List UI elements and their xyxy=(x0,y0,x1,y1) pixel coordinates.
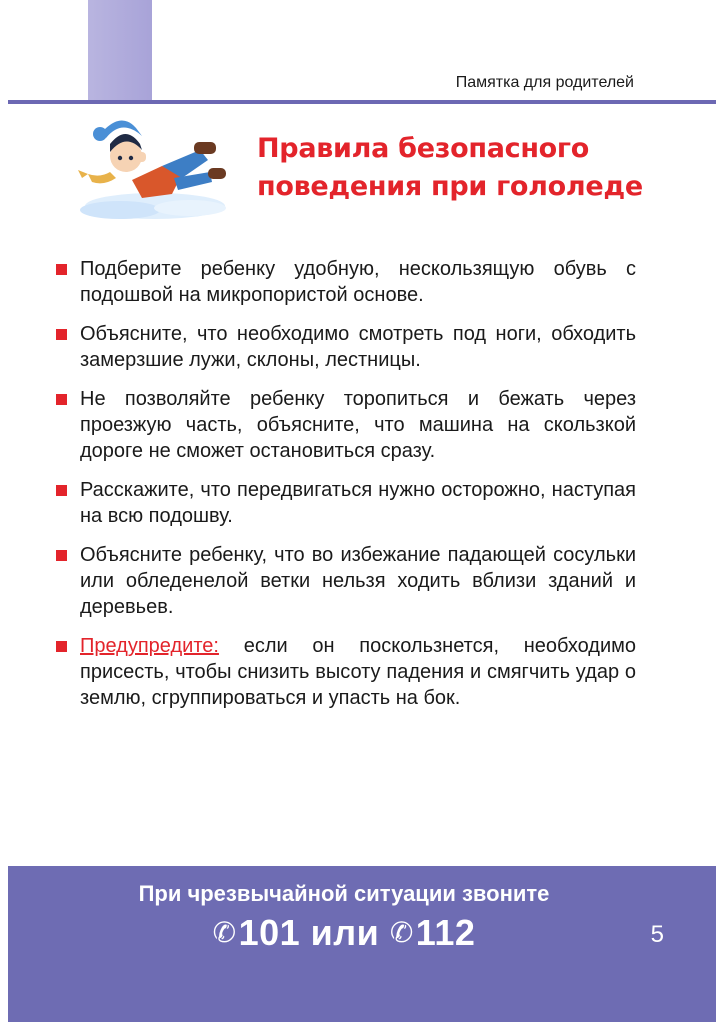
bullet-icon xyxy=(56,641,67,652)
list-item xyxy=(56,321,636,373)
list-item xyxy=(56,542,636,620)
decorative-strip xyxy=(88,0,152,104)
sliding-child-illustration xyxy=(70,108,240,228)
bullet-icon xyxy=(56,485,67,496)
bullet-icon xyxy=(56,394,67,405)
list-item xyxy=(56,256,636,308)
safety-rules-list xyxy=(56,256,636,724)
emergency-phones xyxy=(8,912,680,954)
phone-number-2: 112 xyxy=(415,912,476,953)
list-item xyxy=(56,477,636,529)
title-line-2: поведения при гололеде xyxy=(257,171,643,202)
phone-icon: ✆ xyxy=(212,917,237,948)
bullet-icon xyxy=(56,264,67,275)
emergency-footer xyxy=(8,866,716,1022)
phone-icon: ✆ xyxy=(389,917,414,948)
list-item-text: Расскажите, что передвигаться нужно осторожно, наступая на всю подошву. xyxy=(80,479,636,527)
list-item-text: Не позволяйте ребенку торопиться и бежать через проезжую часть, объясните, что машина на скользкой дороге не сможет остановиться сразу. xyxy=(80,388,636,462)
warning-lead: Предупредите: xyxy=(80,635,219,657)
page-title xyxy=(257,130,643,206)
emergency-text: При чрезвычайной ситуации звоните xyxy=(138,881,550,906)
bullet-icon xyxy=(56,550,67,561)
warning-text: если он поскользнется, необходимо присесть, чтобы снизить высоту падения и смягчить удар о землю, сгруппироваться и упасть на бок. xyxy=(80,635,636,709)
header-label: Памятка для родителей xyxy=(455,74,634,91)
title-line-1: Правила безопасного xyxy=(257,133,589,164)
warning-item xyxy=(56,633,636,711)
phones-or: или xyxy=(310,912,380,953)
bullet-icon xyxy=(56,329,67,340)
phone-number-1: 101 xyxy=(238,912,301,953)
header-divider xyxy=(8,100,716,104)
list-item xyxy=(56,386,636,464)
list-item-text: Объясните ребенку, что во избежание падающей сосульки или обледенелой ветки нельзя ходить вблизи зданий и деревьев. xyxy=(80,544,636,618)
page-number: 5 xyxy=(650,921,664,948)
list-item-text: Подберите ребенку удобную, нескользящую обувь с подошвой на микропористой основе. xyxy=(80,258,636,306)
list-item-text: Объясните, что необходимо смотреть под ноги, обходить замерзшие лужи, склоны, лестницы. xyxy=(80,323,636,371)
